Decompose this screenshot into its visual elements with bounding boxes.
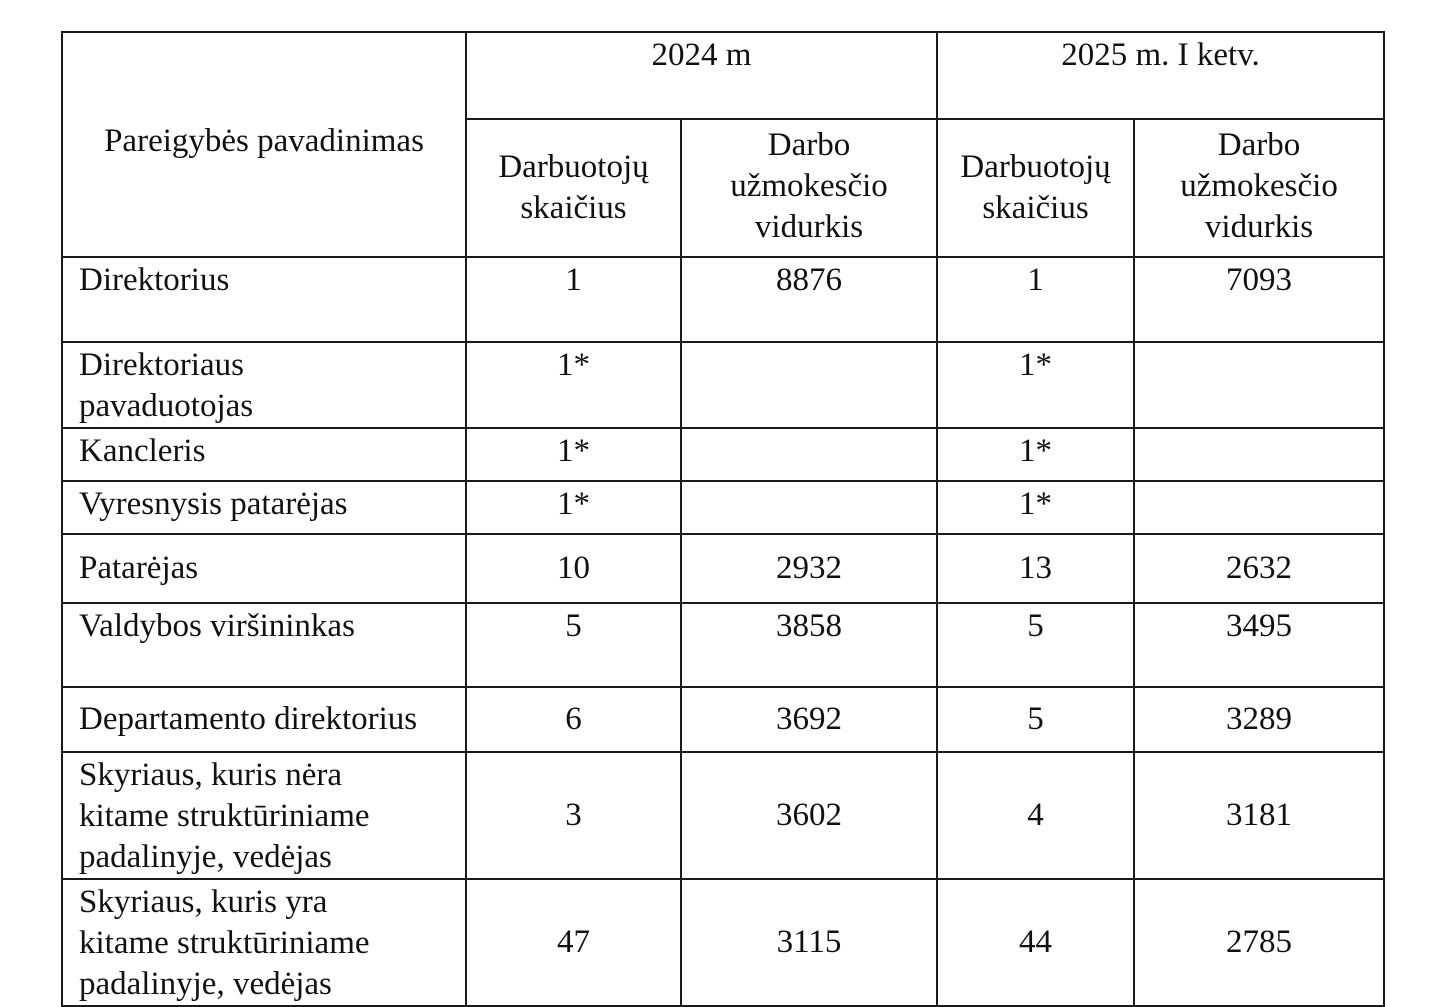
salary-2025-header (1134, 119, 1384, 257)
employees-2024-cell (466, 257, 681, 342)
salary-2024-cell (681, 687, 937, 752)
position-name: Vyresnysis patarėjas (79, 486, 348, 522)
position-name-cell (62, 687, 466, 752)
employees-2025-cell (937, 428, 1134, 481)
salary-2025-header-text: Darbo užmokesčio vidurkis (1180, 127, 1338, 245)
salary-2024-cell (681, 752, 937, 879)
period-2025-header (937, 32, 1384, 119)
employees-2025-value: 1* (1019, 347, 1053, 383)
table-row (62, 687, 1384, 752)
position-name-cell (62, 752, 466, 879)
position-name-cell (62, 342, 466, 428)
employees-2024-cell (466, 342, 681, 428)
salary-2024-value: 8876 (776, 262, 842, 298)
table-row (62, 879, 1384, 1006)
position-name: Patarėjas (79, 550, 199, 586)
table-row (62, 752, 1384, 879)
employees-2025-value: 1* (1019, 486, 1053, 522)
document-page (61, 31, 1383, 1002)
employees-2024-cell (466, 428, 681, 481)
salary-2024-value: 3692 (776, 701, 842, 737)
position-name: Skyriaus, kuris nėra kitame struktūriniame padalinyje, vedėjas (79, 757, 370, 875)
position-name-cell (62, 603, 466, 687)
salary-2025-cell (1134, 342, 1384, 428)
position-name: Direktoriaus pavaduotojas (79, 347, 254, 424)
position-name: Kancleris (79, 433, 206, 469)
position-name: Direktorius (79, 262, 230, 298)
salary-2025-cell (1134, 481, 1384, 534)
salary-2025-cell (1134, 534, 1384, 603)
employees-2024-value: 5 (565, 608, 582, 644)
salary-2024-cell (681, 342, 937, 428)
employees-2025-cell (937, 481, 1134, 534)
salary-2025-cell (1134, 687, 1384, 752)
period-2025-header-text: 2025 m. I ketv. (1061, 37, 1260, 73)
employees-2024-cell (466, 534, 681, 603)
table-row (62, 534, 1384, 603)
employees-2024-value: 1* (557, 347, 590, 383)
position-name-cell (62, 481, 466, 534)
employees-2025-value: 1* (1019, 433, 1053, 469)
position-name-header (62, 32, 466, 257)
salary-2024-value: 3115 (776, 924, 842, 960)
employees-2025-value: 13 (1019, 550, 1053, 586)
salary-2025-cell (1134, 257, 1384, 342)
employees-2025-value: 4 (1027, 797, 1044, 833)
employees-2025-cell (937, 687, 1134, 752)
position-name-cell (62, 428, 466, 481)
employees-2025-header-text: Darbuotojų skaičius (960, 149, 1111, 226)
position-name-cell (62, 879, 466, 1006)
salary-2025-value: 2785 (1226, 924, 1293, 960)
employees-2025-cell (937, 257, 1134, 342)
salary-2024-cell (681, 428, 937, 481)
salary-2025-cell (1134, 752, 1384, 879)
salary-2025-cell (1134, 603, 1384, 687)
position-name-cell (62, 534, 466, 603)
employees-2024-value: 1 (565, 262, 582, 298)
employees-2024-value: 47 (557, 924, 590, 960)
employees-2024-value: 3 (565, 797, 582, 833)
employees-2024-value: 10 (557, 550, 590, 586)
salary-2025-cell (1134, 879, 1384, 1006)
salary-2024-cell (681, 534, 937, 603)
employees-2025-cell (937, 342, 1134, 428)
employees-2025-cell (937, 603, 1134, 687)
employees-2024-cell (466, 603, 681, 687)
salary-2024-cell (681, 603, 937, 687)
period-2024-header-text: 2024 m (651, 37, 752, 73)
position-name-cell (62, 257, 466, 342)
position-name: Skyriaus, kuris yra kitame struktūriniame padalinyje, vedėjas (79, 884, 370, 1002)
salary-2024-cell (681, 879, 937, 1006)
employees-2024-header (466, 119, 681, 257)
employees-2024-value: 1* (557, 433, 590, 469)
employees-2025-cell (937, 752, 1134, 879)
position-name-header-text: Pareigybės pavadinimas (104, 123, 424, 159)
table-row (62, 257, 1384, 342)
salary-2025-value: 3181 (1226, 797, 1293, 833)
salary-2025-value: 7093 (1226, 262, 1293, 298)
salary-2024-value: 3858 (776, 608, 842, 644)
salary-2025-value: 3495 (1226, 608, 1293, 644)
salary-table (61, 31, 1385, 1007)
employees-2024-cell (466, 879, 681, 1006)
employees-2025-value: 5 (1027, 701, 1044, 737)
employees-2025-value: 1 (1027, 262, 1044, 298)
table-row (62, 428, 1384, 481)
employees-2024-header-text: Darbuotojų skaičius (498, 149, 649, 226)
salary-2025-value: 2632 (1226, 550, 1293, 586)
position-name: Valdybos viršininkas (79, 608, 355, 644)
salary-2024-value: 2932 (776, 550, 842, 586)
employees-2024-value: 1* (557, 486, 590, 522)
header-row-periods (62, 32, 1384, 119)
salary-2025-cell (1134, 428, 1384, 481)
salary-2024-cell (681, 257, 937, 342)
employees-2025-value: 5 (1027, 608, 1044, 644)
table-row (62, 603, 1384, 687)
salary-2024-header-text: Darbo užmokesčio vidurkis (730, 127, 888, 245)
table-row (62, 481, 1384, 534)
table-row (62, 342, 1384, 428)
salary-2025-value: 3289 (1226, 701, 1293, 737)
employees-2025-cell (937, 534, 1134, 603)
salary-2024-value: 3602 (776, 797, 842, 833)
employees-2024-cell (466, 481, 681, 534)
employees-2024-value: 6 (565, 701, 582, 737)
employees-2025-header (937, 119, 1134, 257)
employees-2024-cell (466, 752, 681, 879)
salary-2024-cell (681, 481, 937, 534)
period-2024-header (466, 32, 937, 119)
salary-2024-header (681, 119, 937, 257)
employees-2025-value: 44 (1019, 924, 1053, 960)
employees-2025-cell (937, 879, 1134, 1006)
position-name: Departamento direktorius (79, 701, 418, 737)
employees-2024-cell (466, 687, 681, 752)
